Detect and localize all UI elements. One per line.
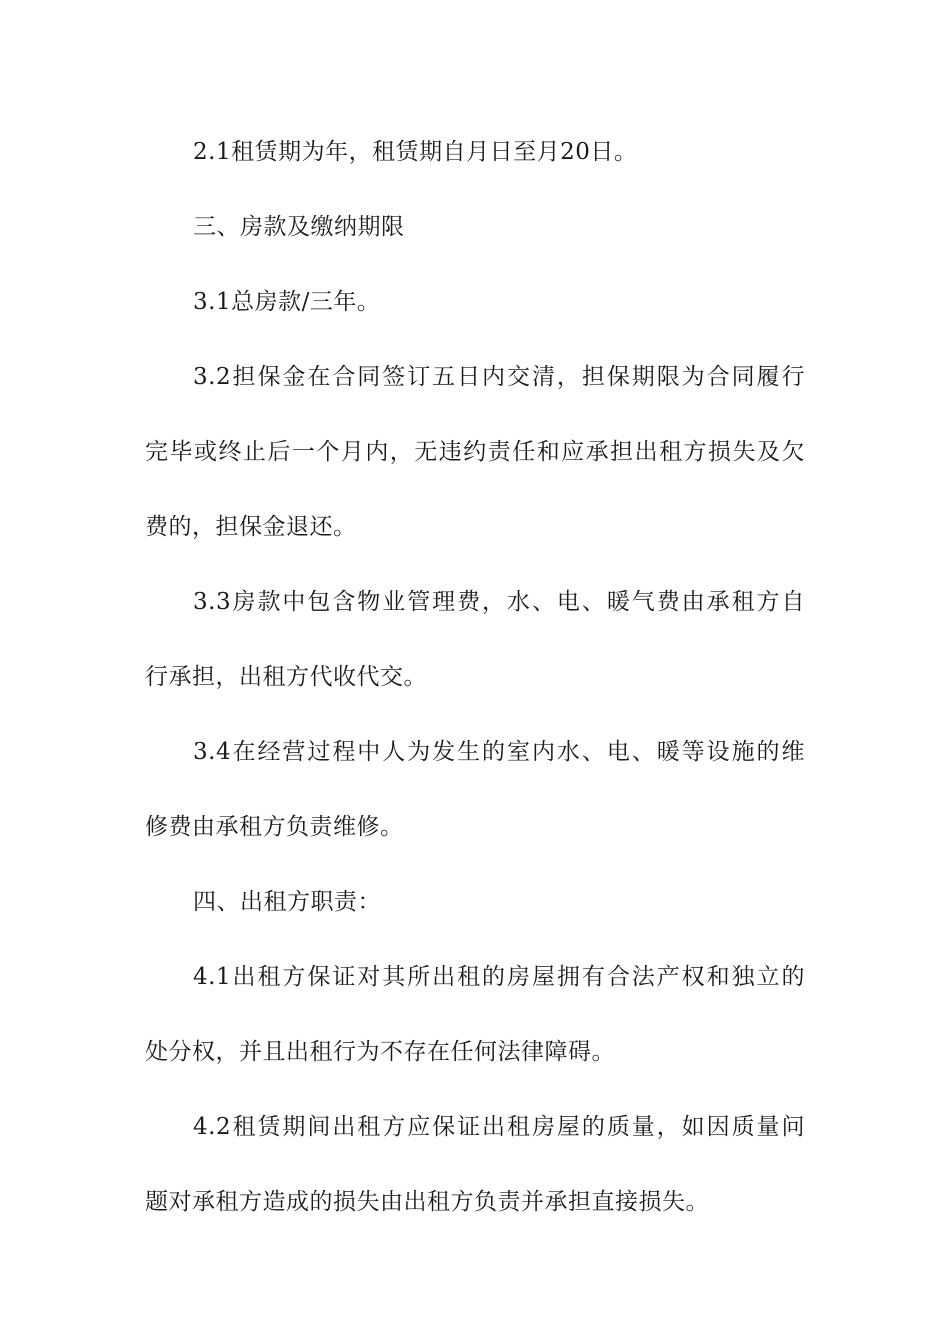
clause-4-2-line-2: 题对承租方造成的损失由出租方负责并承担直接损失。	[145, 1189, 709, 1215]
clause-3-1: 3.1总房款/三年。	[193, 289, 381, 315]
clause-3-2-line-1: 3.2担保金在合同签订五日内交清，担保期限为合同履行	[193, 364, 805, 390]
clause-4-1-line-1: 4.1出租方保证对其所出租的房屋拥有合法产权和独立的	[193, 964, 805, 990]
clause-4-1-line-2: 处分权，并且出租行为不存在任何法律障碍。	[145, 1039, 615, 1065]
clause-3-3-line-2: 行承担，出租方代收代交。	[145, 664, 427, 690]
clause-3-4-line-2: 修费由承租方负责维修。	[145, 814, 404, 840]
clause-3-2-line-2: 完毕或终止后一个月内，无违约责任和应承担出租方损失及欠	[145, 439, 805, 465]
section-heading-4: 四、出租方职责：	[193, 889, 381, 915]
clause-4-2-line-1: 4.2租赁期间出租方应保证出租房屋的质量，如因质量问	[193, 1114, 805, 1140]
clause-3-3-line-1: 3.3房款中包含物业管理费，水、电、暖气费由承租方自	[193, 589, 805, 615]
clause-3-2-line-3: 费的，担保金退还。	[145, 514, 357, 540]
clause-3-4-line-1: 3.4在经营过程中人为发生的室内水、电、暖等设施的维	[193, 739, 805, 765]
section-heading-3: 三、房款及缴纳期限	[193, 214, 405, 240]
clause-2-1: 2.1租赁期为年，租赁期自月日至月20日。	[193, 139, 638, 165]
